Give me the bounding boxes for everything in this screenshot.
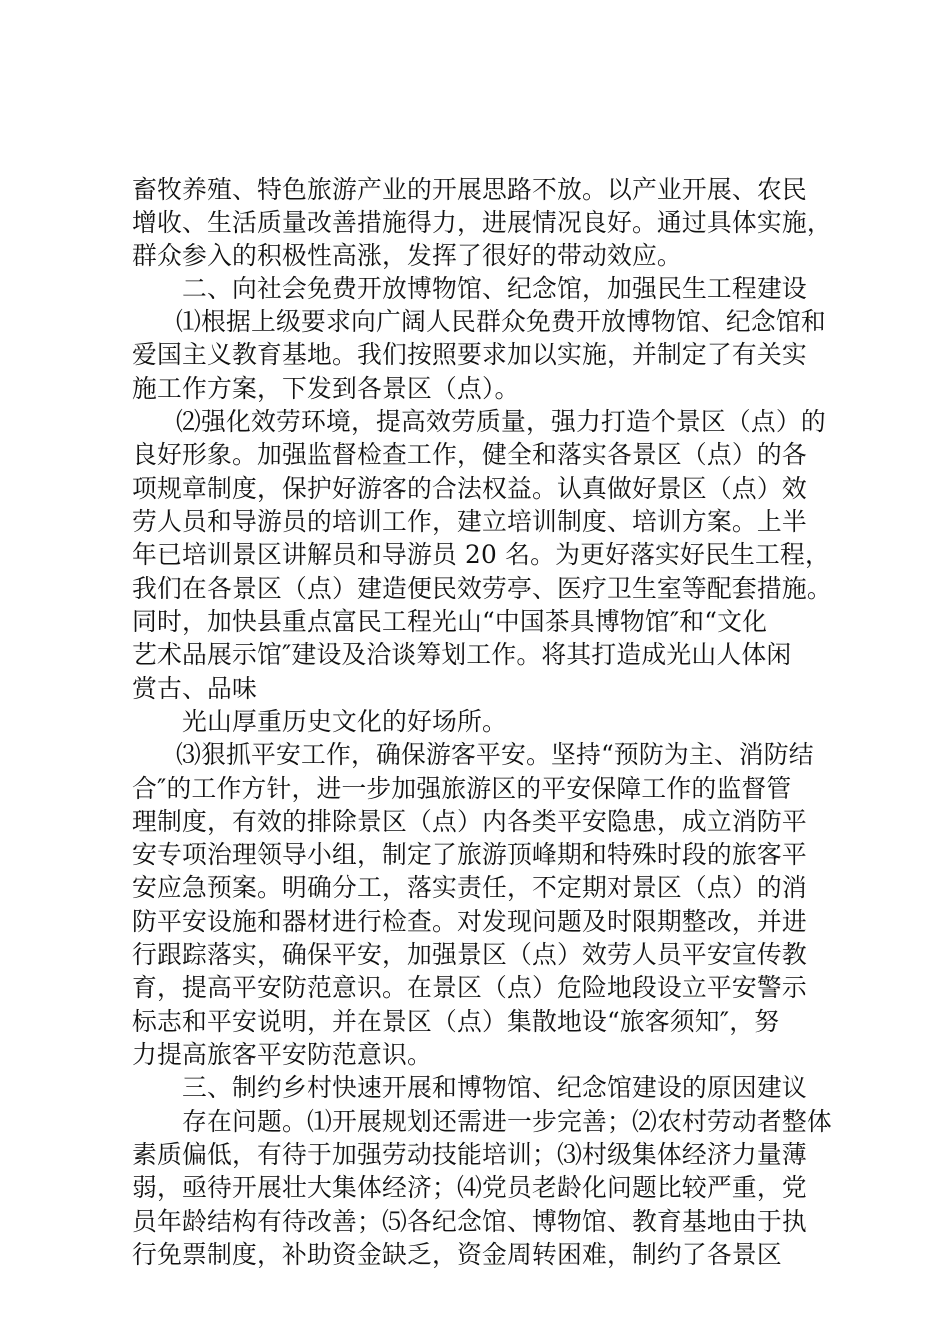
text-line: 育，提高平安防范意识。在景区（点）危险地段设立平安警示 [132, 973, 807, 1002]
text-line: 安应急预案。明确分工，落实责任，不定期对景区（点）的消 [132, 873, 807, 902]
text-line: 存在问题。⑴开展规划还需进一步完善；⑵农村劳动者整体 [182, 1107, 832, 1136]
section-heading: 三、制约乡村快速开展和博物馆、纪念馆建设的原因建议 [182, 1073, 807, 1102]
text-line: 弱，亟待开展壮大集体经济；⑷党员老龄化问题比较严重，党 [132, 1173, 807, 1202]
text-line: 项规章制度，保护好游客的合法权益。认真做好景区（点）效 [132, 474, 807, 503]
text-line: 防平安设施和器材进行检查。对发现问题及时限期整改，并进 [132, 907, 807, 936]
text-line: 畜牧养殖、特色旅游产业的开展思路不放。以产业开展、农民 [132, 175, 807, 204]
text-line: 光山厚重历史文化的好场所。 [182, 707, 507, 736]
text-line: 员年龄结构有待改善；⑸各纪念馆、博物馆、教育基地由于执 [132, 1207, 807, 1236]
text-line: 素质偏低，有待于加强劳动技能培训；⑶村级集体经济力量薄 [132, 1140, 807, 1169]
text-line: 理制度，有效的排除景区（点）内各类平安隐患，成立消防平 [132, 807, 807, 836]
text-line: 劳人员和导游员的培训工作，建立培训制度、培训方案。上半 [132, 507, 807, 536]
text-line: 同时，加快县重点富民工程光山“中国茶具博物馆″和“文化 [132, 607, 768, 636]
text-line: 我们在各景区（点）建造便民效劳亭、医疗卫生室等配套措施。 [132, 574, 832, 603]
text-line: 行免票制度，补助资金缺乏，资金周转困难，制约了各景区 [132, 1240, 782, 1269]
section-heading: 二、向社会免费开放博物馆、纪念馆，加强民生工程建设 [182, 274, 807, 303]
text-line: 施工作方案，下发到各景区（点）。 [132, 374, 520, 403]
text-line: 群众参入的积极性高涨，发挥了很好的带动效应。 [132, 241, 682, 270]
text-line: 标志和平安说明，并在景区（点）集散地设“旅客须知″，努 [132, 1007, 780, 1036]
text-line: 行跟踪落实，确保平安，加强景区（点）效劳人员平安宣传教 [132, 940, 807, 969]
text-line: 安专项治理领导小组，制定了旅游顶峰期和特殊时段的旅客平 [132, 840, 807, 869]
text-line: ⑶狠抓平安工作，确保游客平安。坚持“预防为主、消防结 [176, 740, 814, 769]
text-line: 力提高旅客平安防范意识。 [132, 1040, 432, 1069]
text-line: 艺术品展示馆″建设及洽谈筹划工作。将其打造成光山人体闲 [132, 640, 792, 669]
text-line: 赏古、品味 [132, 674, 257, 703]
text-line: ⑵强化效劳环境，提高效劳质量，强力打造个景区（点）的 [176, 407, 826, 436]
text-line: 良好形象。加强监督检查工作，健全和落实各景区（点）的各 [132, 440, 807, 469]
text-line: 增收、生活质量改善措施得力，进展情况良好。通过具体实施， [132, 208, 832, 237]
text-line: 合″的工作方针，进一步加强旅游区的平安保障工作的监督管 [132, 774, 792, 803]
text-line: ⑴根据上级要求向广阔人民群众免费开放博物馆、纪念馆和 [176, 307, 826, 336]
text-line: 爱国主义教育基地。我们按照要求加以实施，并制定了有关实 [132, 340, 807, 369]
text-line: 年已培训景区讲解员和导游员 20 名。为更好落实好民生工程， [132, 540, 831, 569]
